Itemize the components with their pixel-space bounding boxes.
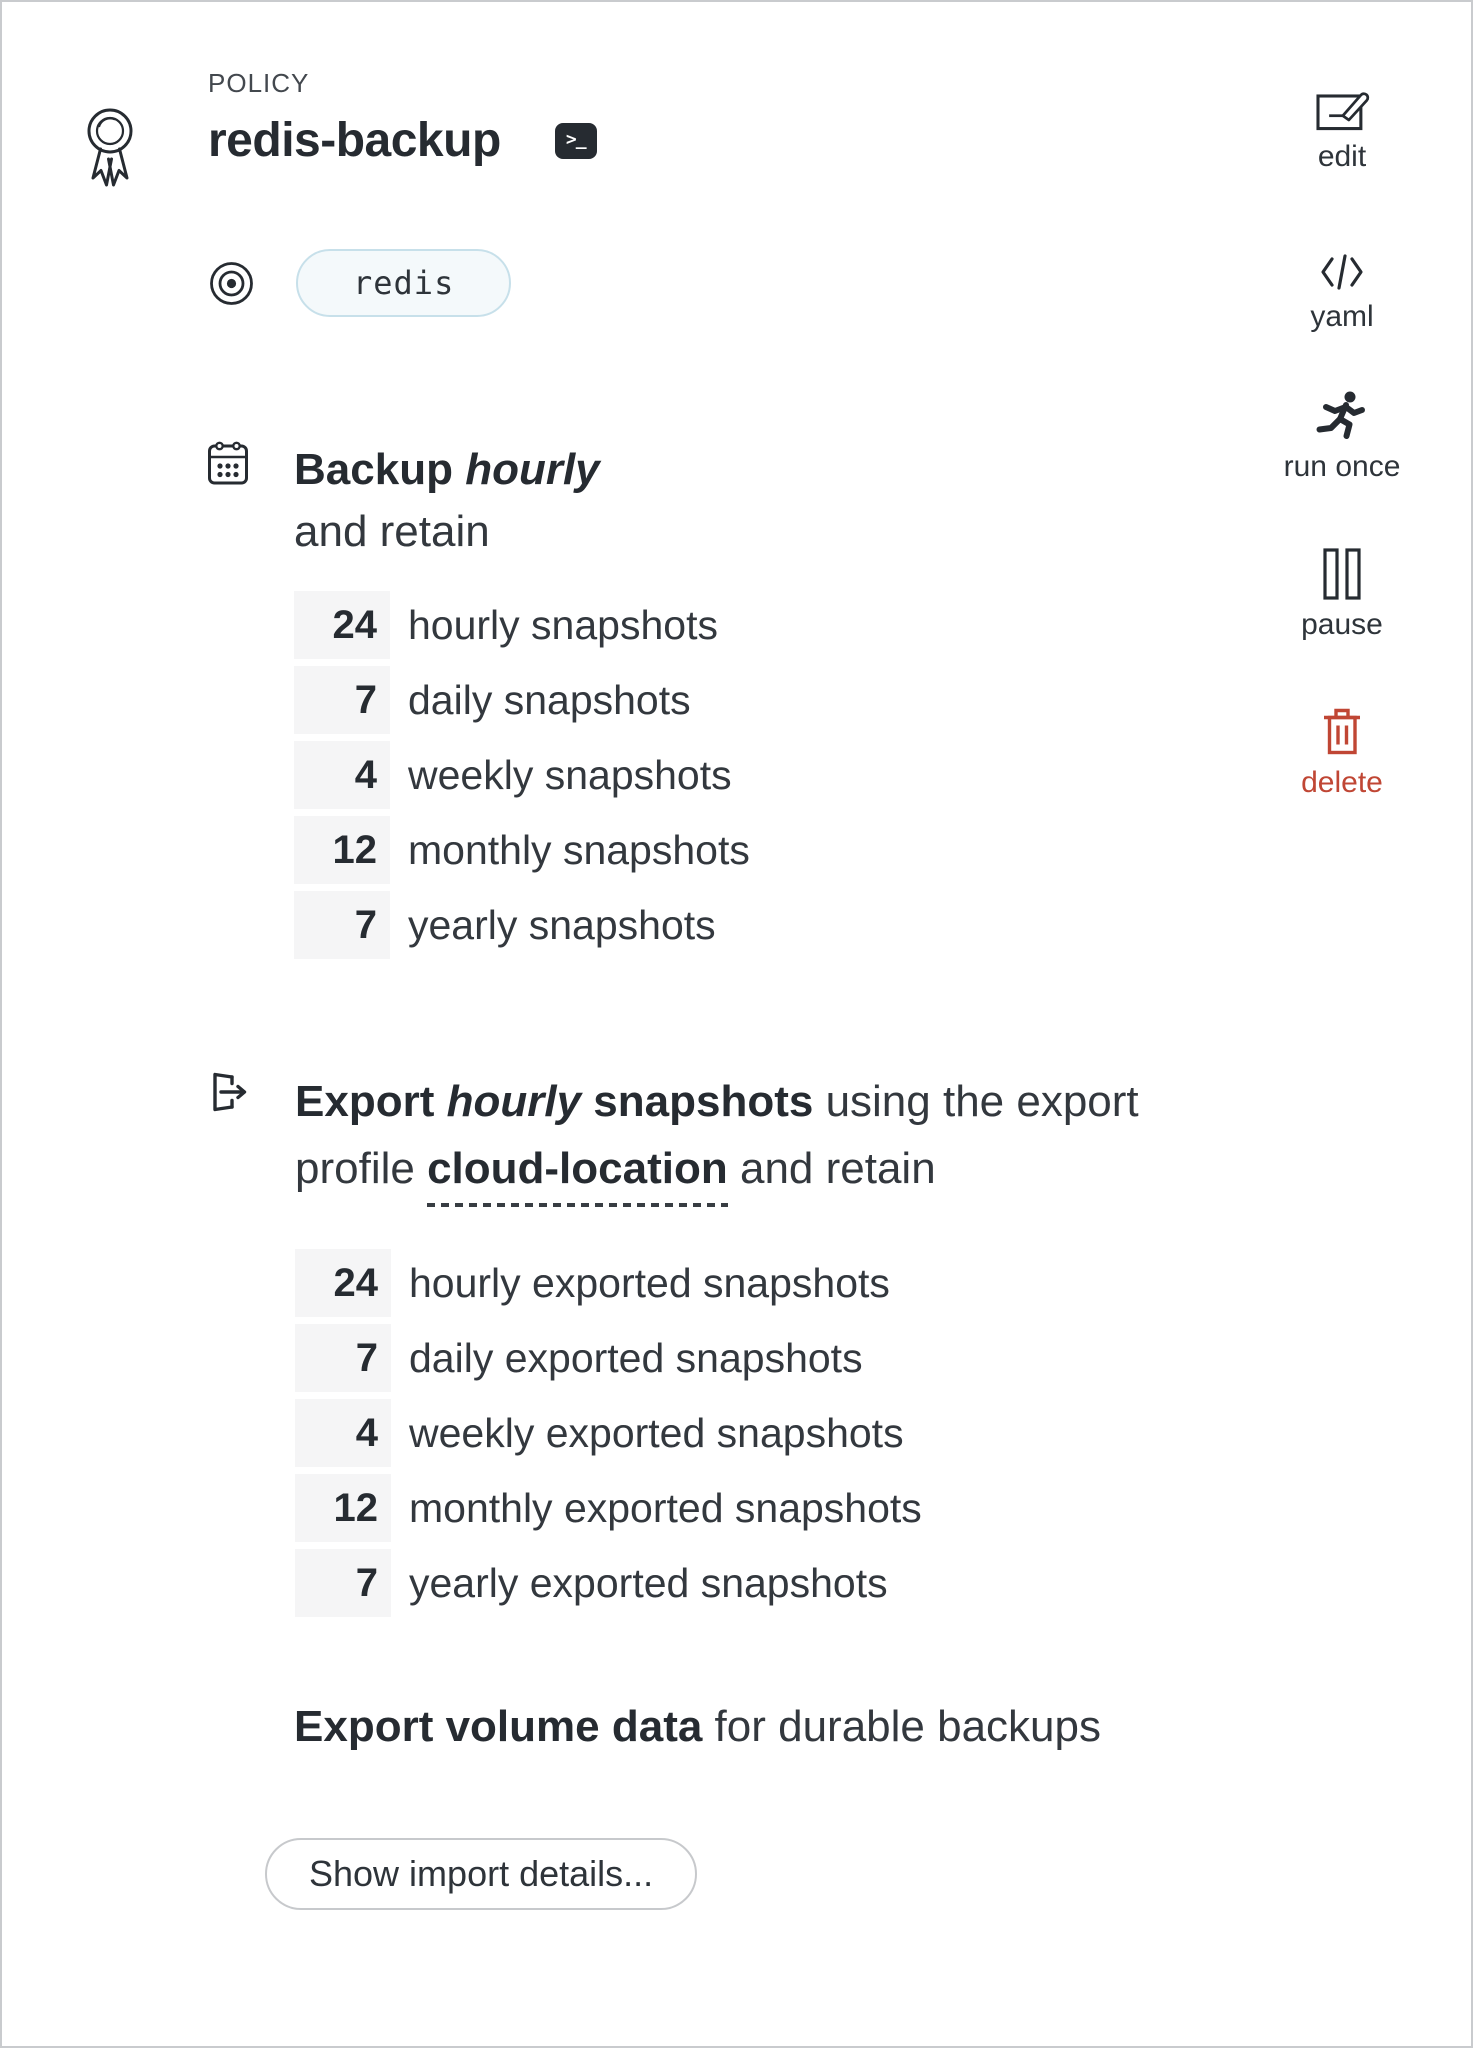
- retention-count: 24: [295, 1249, 391, 1317]
- retention-count: 7: [294, 666, 390, 734]
- retention-label: hourly exported snapshots: [409, 1259, 890, 1306]
- delete-label: delete: [1301, 766, 1383, 799]
- export-heading-suffix: and retain: [739, 1144, 936, 1193]
- retention-count: 7: [295, 1549, 391, 1617]
- code-yaml-icon: [1318, 238, 1366, 292]
- retention-label: weekly exported snapshots: [409, 1409, 904, 1456]
- retention-count: 12: [294, 816, 390, 884]
- retention-label: daily exported snapshots: [409, 1334, 863, 1381]
- retention-row: [295, 1324, 1155, 1392]
- export-section: [202, 1068, 1155, 1624]
- retention-label: yearly exported snapshots: [409, 1559, 888, 1606]
- export-volume-note-rest: for durable backups: [702, 1702, 1101, 1751]
- retention-row: [294, 591, 750, 659]
- export-heading-middle: using the export profile: [295, 1077, 1139, 1193]
- export-heading-object: snapshots: [593, 1077, 814, 1126]
- pause-label: pause: [1301, 608, 1383, 641]
- edit-label: edit: [1317, 140, 1367, 173]
- retention-row: [295, 1549, 1155, 1617]
- application-tag-label: redis: [353, 264, 455, 302]
- application-tag[interactable]: [296, 249, 511, 317]
- export-volume-note-bold: Export volume data: [294, 1702, 703, 1751]
- retention-row: [295, 1399, 1155, 1467]
- calendar-icon: [207, 439, 249, 966]
- policy-kicker: POLICY: [208, 68, 310, 98]
- run-once-button[interactable]: [1242, 388, 1442, 482]
- pause-button[interactable]: [1242, 546, 1442, 640]
- yaml-label: yaml: [1310, 300, 1374, 333]
- retention-label: monthly snapshots: [408, 826, 750, 873]
- retention-count: 4: [294, 741, 390, 809]
- trash-icon: [1319, 704, 1365, 758]
- retention-label: weekly snapshots: [408, 751, 732, 798]
- application-tag-row: [209, 249, 511, 317]
- retention-count: 24: [294, 591, 390, 659]
- backup-heading-action: Backup: [294, 445, 453, 494]
- policy-header: [208, 68, 597, 168]
- retention-label: daily snapshots: [408, 676, 691, 723]
- backup-heading-frequency: hourly: [465, 445, 600, 494]
- backup-heading-retain: and retain: [294, 507, 490, 556]
- run-once-label: run once: [1283, 450, 1401, 483]
- export-heading-frequency: hourly: [446, 1077, 582, 1126]
- export-icon: [202, 1068, 250, 1624]
- retention-row: [294, 891, 750, 959]
- policy-title: redis-backup: [208, 114, 501, 167]
- retention-label: monthly exported snapshots: [409, 1484, 922, 1531]
- backup-heading: [294, 439, 750, 563]
- show-import-details-label: Show import details...: [309, 1853, 654, 1894]
- show-import-details-button[interactable]: [265, 1838, 697, 1910]
- retention-count: 7: [295, 1324, 391, 1392]
- export-retention-list: [295, 1249, 1155, 1617]
- retention-count: 7: [294, 891, 390, 959]
- backup-section: [207, 439, 750, 966]
- retention-row: [294, 741, 750, 809]
- target-icon: [209, 261, 254, 306]
- policy-ribbon-icon: [84, 104, 136, 196]
- retention-label: hourly snapshots: [408, 601, 718, 648]
- runner-icon: [1314, 388, 1370, 442]
- edit-button[interactable]: [1242, 78, 1442, 172]
- pause-icon: [1322, 546, 1362, 600]
- export-volume-note: [294, 1702, 1101, 1752]
- retention-count: 4: [295, 1399, 391, 1467]
- delete-button[interactable]: [1242, 704, 1442, 798]
- edit-icon: [1314, 78, 1370, 132]
- retention-row: [295, 1474, 1155, 1542]
- retention-count: 12: [295, 1474, 391, 1542]
- kanister-terminal-icon: >_: [555, 123, 597, 159]
- yaml-button[interactable]: [1242, 238, 1442, 332]
- export-profile-name: cloud-location: [427, 1144, 728, 1207]
- backup-retention-list: [294, 591, 750, 959]
- retention-row: [295, 1249, 1155, 1317]
- retention-label: yearly snapshots: [408, 901, 716, 948]
- retention-row: [294, 666, 750, 734]
- export-heading-action: Export: [295, 1077, 435, 1126]
- retention-row: [294, 816, 750, 884]
- export-heading: [295, 1068, 1155, 1202]
